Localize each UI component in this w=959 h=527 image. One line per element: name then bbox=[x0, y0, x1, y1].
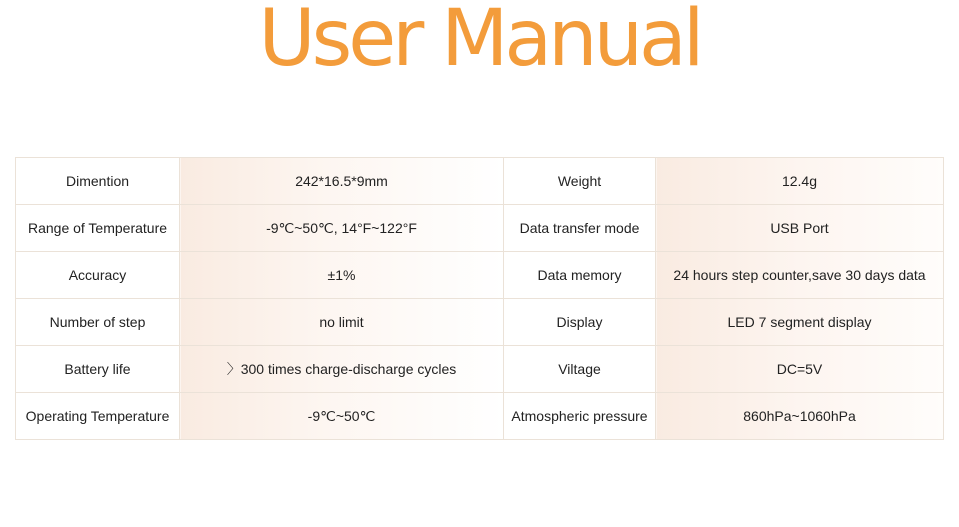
spec-label: Viltage bbox=[504, 346, 656, 393]
spec-value: 860hPa~1060hPa bbox=[656, 393, 944, 440]
table-row bbox=[16, 205, 944, 252]
spec-label: Number of step bbox=[16, 299, 180, 346]
spec-label: Operating Temperature bbox=[16, 393, 180, 440]
table-row bbox=[16, 393, 944, 440]
spec-label: Data transfer mode bbox=[504, 205, 656, 252]
spec-label: Weight bbox=[504, 158, 656, 205]
spec-table bbox=[15, 157, 944, 440]
spec-label: Battery life bbox=[16, 346, 180, 393]
spec-value: -9℃~50℃, 14°F~122°F bbox=[180, 205, 504, 252]
spec-value: no limit bbox=[180, 299, 504, 346]
spec-value: 24 hours step counter,save 30 days data bbox=[656, 252, 944, 299]
spec-value: -9℃~50℃ bbox=[180, 393, 504, 440]
spec-value: ±1% bbox=[180, 252, 504, 299]
spec-value: LED 7 segment display bbox=[656, 299, 944, 346]
spec-label: Range of Temperature bbox=[16, 205, 180, 252]
table-row bbox=[16, 346, 944, 393]
spec-value: 〉300 times charge-discharge cycles bbox=[180, 346, 504, 393]
spec-label: Display bbox=[504, 299, 656, 346]
spec-value: 242*16.5*9mm bbox=[180, 158, 504, 205]
spec-label: Accuracy bbox=[16, 252, 180, 299]
spec-label: Data memory bbox=[504, 252, 656, 299]
table-row bbox=[16, 252, 944, 299]
page-title: User Manual bbox=[258, 0, 701, 84]
spec-label: Atmospheric pressure bbox=[504, 393, 656, 440]
spec-value: 12.4g bbox=[656, 158, 944, 205]
table-row bbox=[16, 158, 944, 205]
spec-label: Dimention bbox=[16, 158, 180, 205]
spec-value: USB Port bbox=[656, 205, 944, 252]
table-row bbox=[16, 299, 944, 346]
spec-value: DC=5V bbox=[656, 346, 944, 393]
